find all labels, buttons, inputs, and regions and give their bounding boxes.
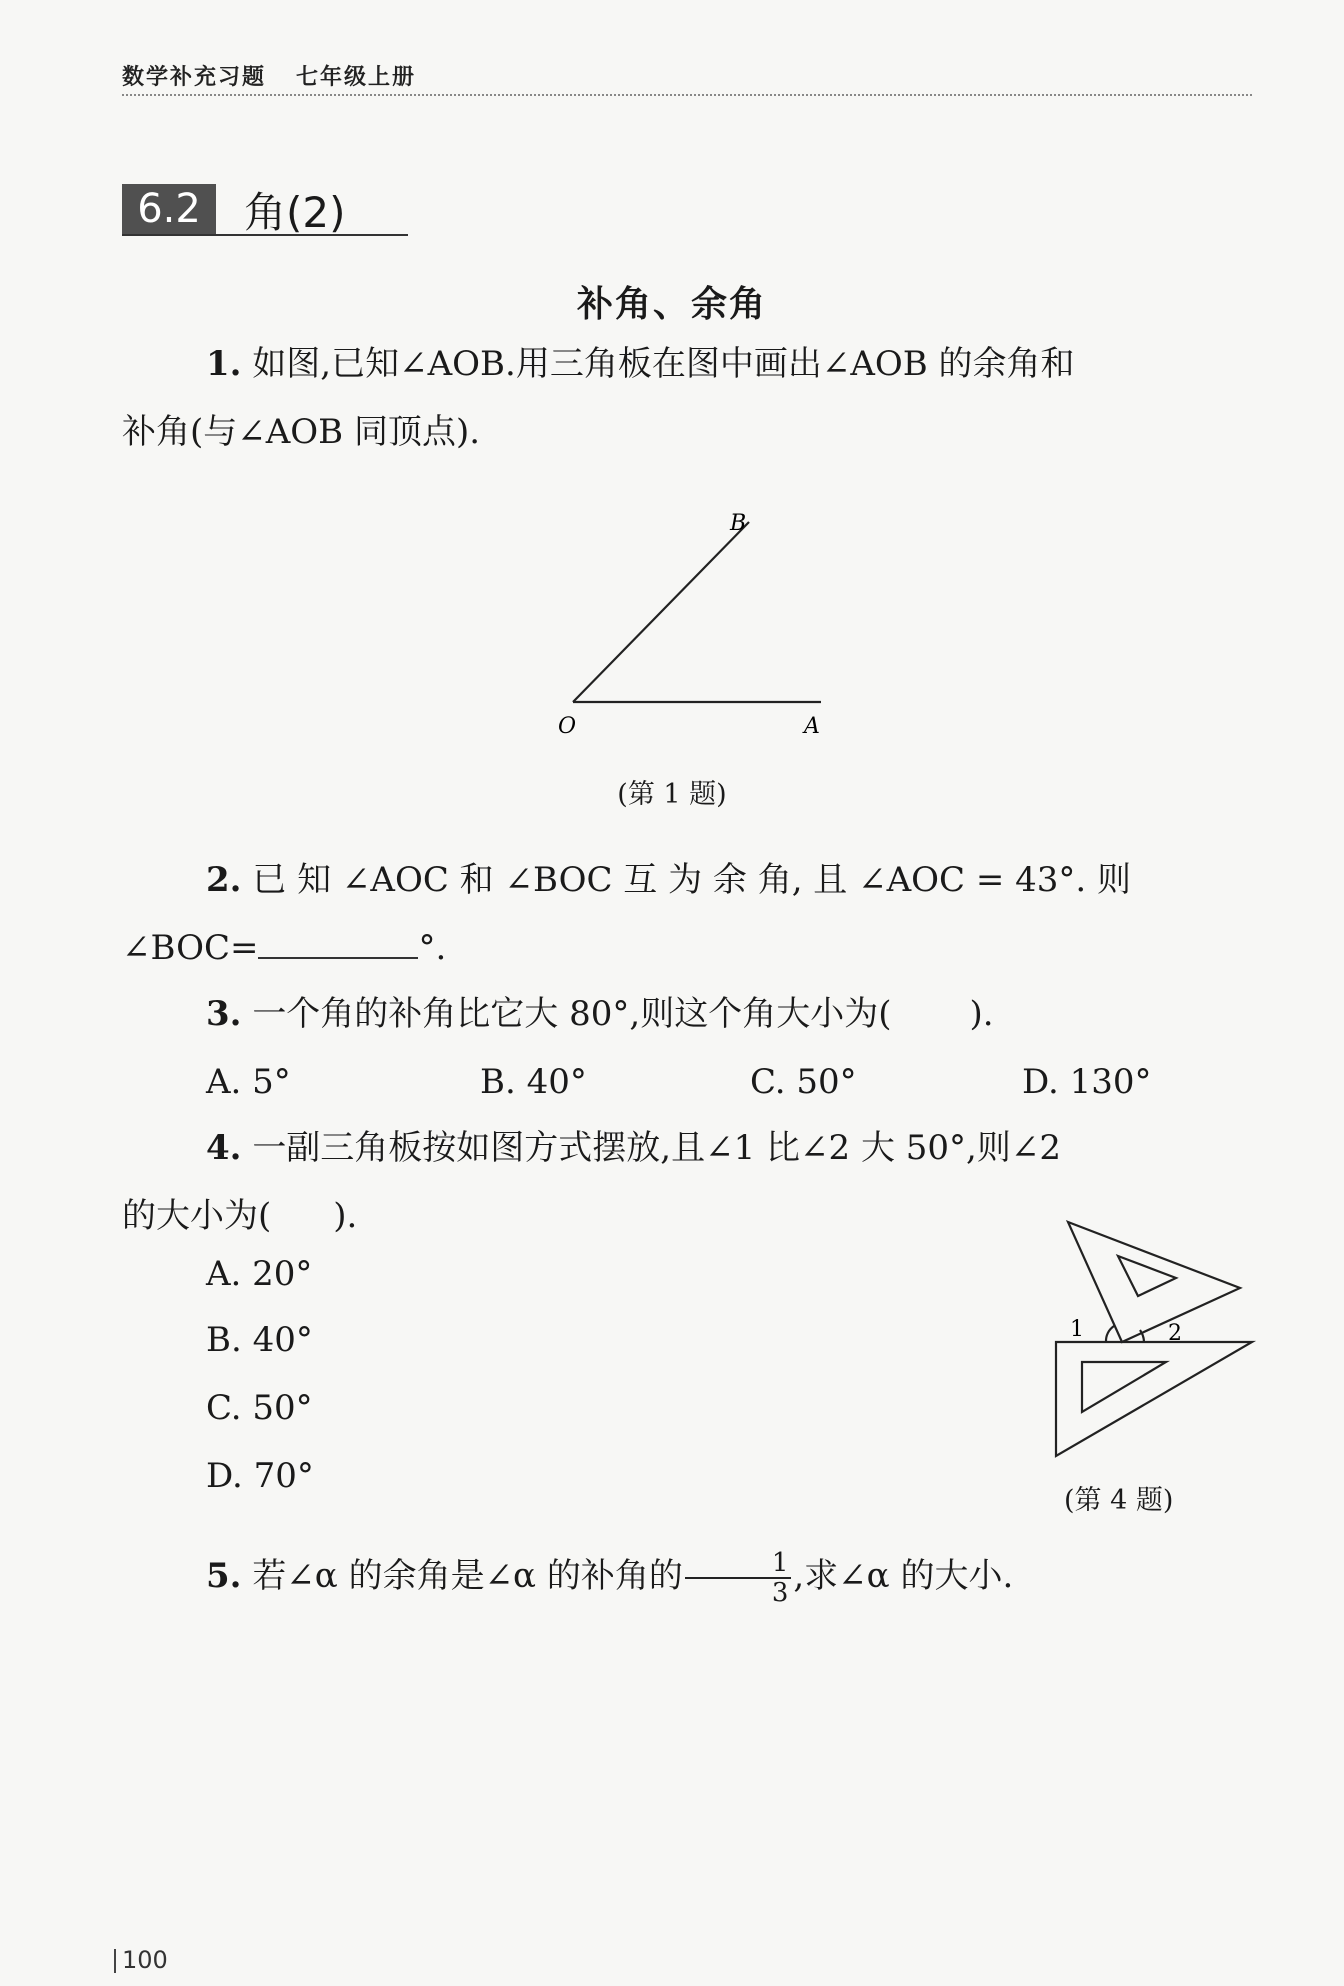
question-3-number: 3. <box>206 994 242 1034</box>
q3-choice-d: D. 130° <box>1022 1062 1152 1102</box>
set-squares-figure <box>1040 1212 1264 1472</box>
q3-choice-a: A. 5° <box>206 1062 291 1102</box>
q4-choice-c: C. 50° <box>206 1388 313 1428</box>
figure-4-caption: (第 4 题) <box>1064 1485 1174 1516</box>
label-a: A <box>804 714 820 739</box>
question-5-number: 5. <box>206 1556 242 1596</box>
upper-set-square <box>1068 1222 1240 1342</box>
question-4-text-line2: 的大小为( <box>122 1196 272 1236</box>
question-2 <box>122 846 1252 982</box>
question-1-number: 1. <box>206 344 242 384</box>
fraction-numerator: 1 <box>685 1549 792 1579</box>
question-1 <box>122 330 1252 466</box>
question-4-text-line1: 一副三角板按如图方式摆放,且∠1 比∠2 大 50°,则∠2 <box>252 1128 1061 1168</box>
subsection-title: 补角、余角 <box>576 284 767 325</box>
section-number: 6.2 <box>122 184 216 234</box>
header-divider <box>122 94 1252 96</box>
answer-blank[interactable] <box>258 923 418 959</box>
question-5-text-prefix: 若∠α 的余角是∠α 的补角的 <box>252 1556 683 1596</box>
page-number <box>114 1946 168 1974</box>
q3-choice-b: B. 40° <box>480 1062 587 1102</box>
angle-1-label: 1 <box>1070 1317 1084 1342</box>
label-o: O <box>558 714 577 739</box>
question-3-text-end: ). <box>969 994 994 1034</box>
q4-choice-a: A. 20° <box>206 1254 313 1294</box>
question-2-suffix: °. <box>418 928 447 968</box>
fraction-one-third <box>685 1549 792 1607</box>
question-3 <box>122 980 1252 1048</box>
running-header <box>122 60 416 91</box>
question-2-number: 2. <box>206 860 242 900</box>
ray-ob <box>573 522 749 702</box>
figure-1-caption: (第 1 题) <box>617 779 727 810</box>
question-4-text-line2-end: ). <box>333 1196 358 1236</box>
angle-2-label: 2 <box>1168 1321 1182 1346</box>
angle-aob-figure <box>540 500 860 740</box>
q4-choice-b: B. 40° <box>206 1320 313 1360</box>
question-2-prefix: ∠BOC= <box>122 928 259 968</box>
book-title: 数学补充习题 <box>122 65 267 90</box>
upper-set-square-inner <box>1118 1256 1176 1296</box>
section-title: 角(2) <box>244 188 346 237</box>
question-5 <box>122 1540 1252 1612</box>
angle-1-arc <box>1106 1326 1114 1342</box>
page-number-text: 100 <box>122 1946 168 1974</box>
book-grade: 七年级上册 <box>296 65 417 90</box>
question-1-text-line2: 补角(与∠AOB 同顶点). <box>122 412 481 452</box>
question-1-text-line1: 如图,已知∠AOB.用三角板在图中画出∠AOB 的余角和 <box>252 344 1075 384</box>
fraction-denominator: 3 <box>771 1578 789 1608</box>
question-4-number: 4. <box>206 1128 242 1168</box>
lower-set-square-inner <box>1082 1362 1166 1412</box>
question-5-text-suffix: ,求∠α 的大小. <box>793 1556 1014 1596</box>
q4-choice-d: D. 70° <box>206 1456 314 1496</box>
question-3-text: 一个角的补角比它大 80°,则这个角大小为( <box>252 994 892 1034</box>
label-b: B <box>730 511 747 536</box>
section-underline <box>122 234 408 236</box>
page-number-bar <box>114 1949 116 1973</box>
question-2-text-line1: 已 知 ∠AOC 和 ∠BOC 互 为 余 角, 且 ∠AOC = 43°. 则 <box>252 860 1132 900</box>
q3-choice-c: C. 50° <box>750 1062 857 1102</box>
lower-set-square <box>1056 1342 1252 1456</box>
